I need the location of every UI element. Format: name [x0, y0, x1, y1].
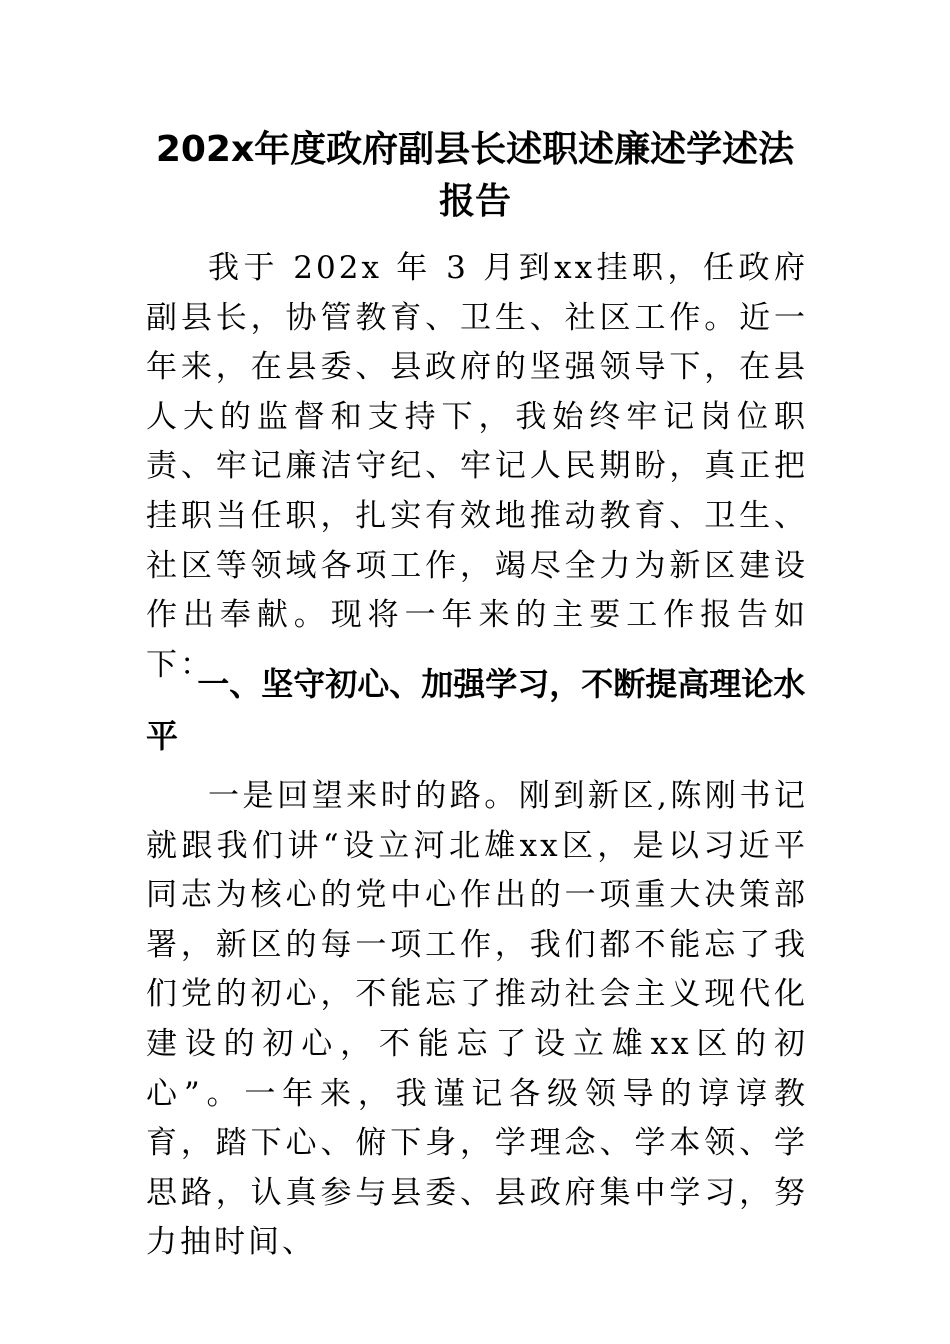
section-heading: 一、坚守初心、加强学习，不断提高理论水平 [146, 665, 806, 755]
intro-paragraph: 我于 202x 年 3 月到xx挂职，任政府副县长，协管教育、卫生、社区工作。近一年来，在县委、县政府的坚强领导下，在县人大的监督和支持下，我始终牢记岗位职责、牢记廉洁守纪、牢记人民期盼，真正把挂职当任职，扎实有效地推动教育、卫生、社区等领域各项工作，竭尽全力为新区建设作出奉献。现将一年来的主要工作报告如下： [146, 250, 808, 683]
section-paragraph: 一是回望来时的路。刚到新区,陈刚书记就跟我们讲“设立河北雄xx区，是以习近平同志为核心的党中心作出的一项重大决策部署，新区的每一项工作，我们都不能忘了我们党的初心，不能忘了推动社会主义现代化建设的初心，不能忘了设立雄xx区的初心”。一年来，我谨记各级领导的谆谆教育，踏下心、俯下身，学理念、学本领、学思路，认真参与县委、县政府集中学习，努力抽时间、 [146, 778, 808, 1261]
document-title: 202x年度政府副县长述职述廉述学述法报告 [155, 129, 795, 222]
